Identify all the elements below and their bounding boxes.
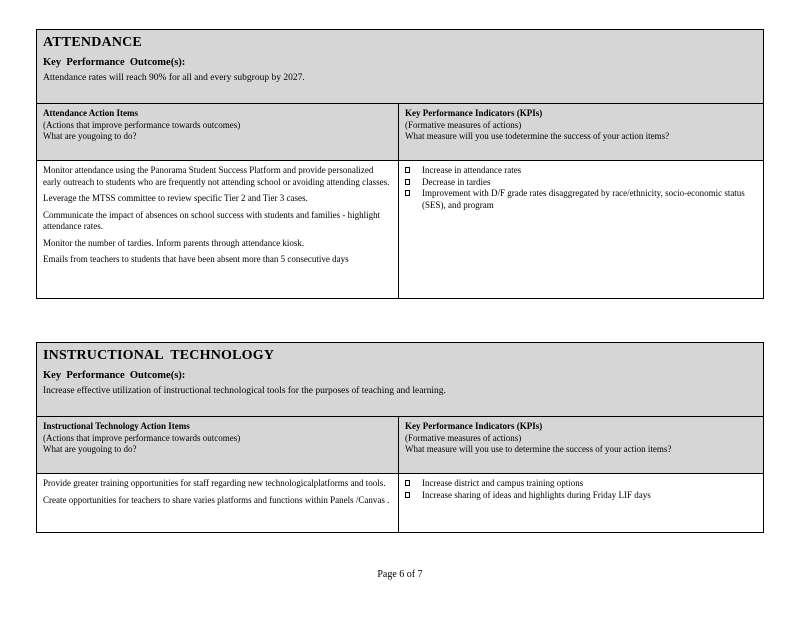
kpi-item bbox=[405, 188, 757, 211]
outcome-text: Attendance rates will reach 90% for all and every subgroup by 2027. bbox=[43, 73, 305, 83]
action-items-sub2: What are yougoing to do? bbox=[43, 131, 137, 141]
tech-header bbox=[37, 343, 763, 417]
kpi-title: Key Performance Indicators (KPIs) bbox=[405, 421, 543, 431]
column-header-row bbox=[37, 104, 763, 161]
kpi-item bbox=[405, 478, 757, 490]
kpi-text: Improvement with D/F grade rates disaggregated by race/ethnicity, socio-economic status (SES), and program bbox=[422, 188, 745, 210]
checkbox-glyph-icon bbox=[405, 179, 410, 185]
kpi-text: Increase district and campus training options bbox=[422, 478, 584, 488]
action-item: Create opportunities for teachers to share varies platforms and functions within Panels /Canvas . bbox=[43, 494, 390, 505]
section-title: INSTRUCTIONAL TECHNOLOGY bbox=[43, 348, 275, 363]
kpi-item bbox=[405, 165, 757, 177]
kpi-text: Increase sharing of ideas and highlights during Friday LIF days bbox=[422, 489, 651, 500]
action-item: Emails from teachers to students that have been absent more than 5 consecutive days bbox=[43, 254, 349, 264]
content-row bbox=[37, 474, 763, 532]
column-header-row bbox=[37, 417, 763, 474]
instructional-technology-section bbox=[36, 342, 764, 533]
kpi-header bbox=[399, 417, 763, 473]
kpi-sub1: (Formative measures of actions) bbox=[405, 119, 522, 130]
action-items-title: Instructional Technology Action Items bbox=[43, 421, 190, 431]
checkbox-glyph-icon bbox=[405, 480, 410, 486]
kpi-list bbox=[399, 474, 763, 532]
kpo-label: Key Performance Outcome(s): bbox=[43, 57, 186, 68]
action-items-header bbox=[37, 104, 399, 160]
page-number: Page 6 of 7 bbox=[377, 569, 423, 580]
checkbox-glyph-icon bbox=[405, 492, 410, 498]
checkbox-glyph-icon bbox=[405, 190, 410, 196]
kpi-title: Key Performance Indicators (KPIs) bbox=[405, 108, 543, 118]
kpi-sub2: What measure will you use to determine the success of your action items? bbox=[405, 444, 672, 454]
kpi-text: Increase in attendance rates bbox=[422, 165, 522, 175]
attendance-header bbox=[37, 30, 763, 104]
kpo-label: Key Performance Outcome(s): bbox=[43, 370, 186, 381]
kpi-header bbox=[399, 104, 763, 160]
kpi-text: Decrease in tardies bbox=[422, 176, 491, 187]
kpi-item bbox=[405, 177, 757, 189]
action-items-title: Attendance Action Items bbox=[43, 108, 138, 118]
action-items-list bbox=[37, 161, 399, 298]
action-items-sub1: (Actions that improve performance towards outcomes) bbox=[43, 432, 241, 443]
checkbox-glyph-icon bbox=[405, 167, 410, 173]
action-item: Leverage the MTSS committee to review specific Tier 2 and Tier 3 cases. bbox=[43, 193, 308, 203]
outcome-text: Increase effective utilization of instructional technological tools for the purposes of teaching and learning. bbox=[43, 386, 446, 396]
section-title: ATTENDANCE bbox=[43, 35, 142, 50]
action-items-sub2: What are yougoing to do? bbox=[43, 444, 137, 454]
kpi-sub2: What measure will you use todetermine the success of your action items? bbox=[405, 131, 670, 141]
action-items-list bbox=[37, 474, 399, 532]
kpi-sub1: (Formative measures of actions) bbox=[405, 432, 522, 443]
content-row bbox=[37, 161, 763, 298]
kpi-item bbox=[405, 490, 757, 502]
action-item: Monitor the number of tardies. Inform parents through attendance kiosk. bbox=[43, 237, 305, 248]
action-item: Monitor attendance using the Panorama Student Success Platform and provide personalized early outreach to students who are frequently not attending school or avoiding attending classes. bbox=[43, 165, 390, 187]
action-items-sub1: (Actions that improve performance towards outcomes) bbox=[43, 119, 241, 130]
attendance-section bbox=[36, 29, 764, 299]
action-item: Provide greater training opportunities for staff regarding new technologicalplatforms and tools. bbox=[43, 478, 386, 488]
action-items-header bbox=[37, 417, 399, 473]
action-item: Communicate the impact of absences on school success with students and families - highlight attendance rates. bbox=[43, 209, 381, 231]
kpi-list bbox=[399, 161, 763, 298]
